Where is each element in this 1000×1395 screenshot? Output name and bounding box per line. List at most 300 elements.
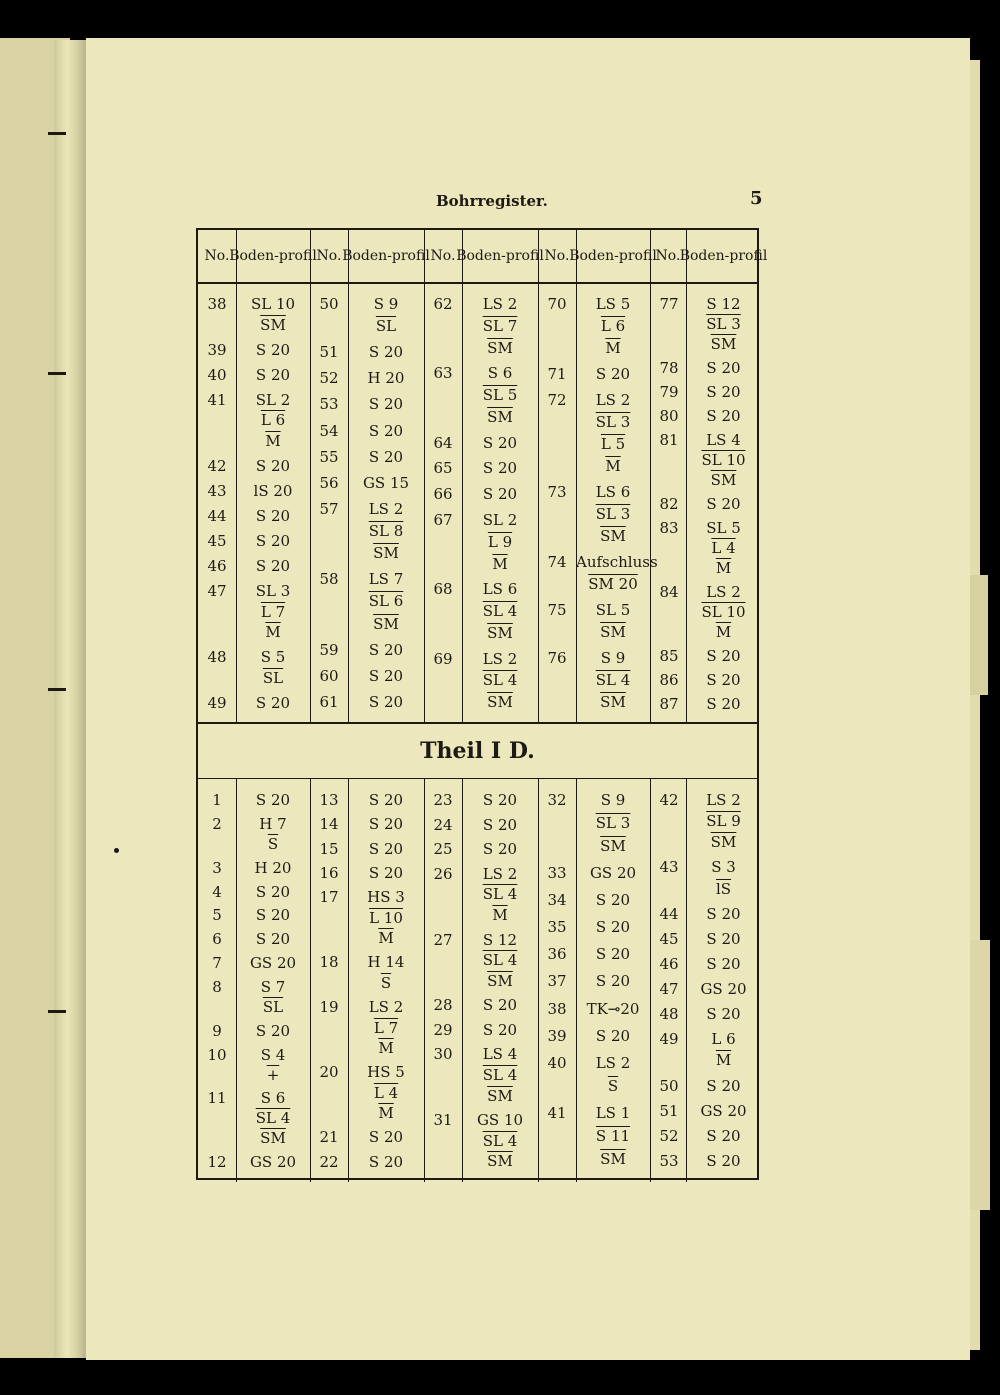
- entry-number: 51: [659, 1101, 679, 1120]
- entry-profile-line: [236, 668, 310, 688]
- entry-number: 20: [319, 1063, 339, 1082]
- profile-text: LS 2: [368, 499, 404, 518]
- entry-profile-line: [687, 1126, 761, 1146]
- entry-number: 10: [207, 1045, 227, 1064]
- profile-text: S 20: [255, 340, 291, 359]
- profile-text: $\overline{SM}$: [600, 693, 626, 711]
- entry-profile-line: [349, 692, 423, 712]
- profile-text: SL 4: [482, 1131, 518, 1150]
- entry-profile-line: [349, 814, 423, 834]
- entry-profile-line: [463, 433, 537, 453]
- profile-text: S 20: [706, 407, 741, 425]
- entry-profile-line: [463, 884, 537, 904]
- entry-profile-line: [349, 1083, 423, 1103]
- entry-profile-line: [687, 494, 761, 514]
- entry-profile-line: [236, 531, 310, 551]
- profile-text: S 20: [368, 395, 404, 414]
- section-rule: [198, 778, 757, 779]
- entry-number: 41: [547, 1103, 567, 1122]
- entry-number: 40: [547, 1053, 567, 1072]
- profile-text: GS 20: [700, 980, 747, 998]
- profile-text: S 20: [706, 904, 741, 923]
- entry-profile-line: [687, 670, 761, 690]
- entry-number: 50: [659, 1076, 679, 1095]
- bohrregister-table: [196, 228, 768, 1180]
- entry-number: 54: [319, 421, 339, 440]
- entry-profile-line: [349, 973, 423, 993]
- profile-text: $\overline{SM}$: [487, 971, 513, 990]
- entry-profile-line: [576, 504, 650, 524]
- header-label-line: profil: [278, 247, 317, 264]
- profile-text: S 20: [255, 556, 291, 575]
- entry-profile-line: [576, 1026, 650, 1046]
- column-rule: [310, 778, 311, 1182]
- entry-profile-line: [463, 1151, 537, 1171]
- entry-profile-line: [236, 693, 310, 713]
- entry-number: 39: [547, 1026, 567, 1045]
- profile-text: S 20: [595, 945, 631, 964]
- profile-text: SL 4: [482, 951, 518, 970]
- entry-profile-line: [687, 1101, 761, 1121]
- profile-text: $\overline{SM}$: [487, 1152, 513, 1171]
- entry-profile-line: [236, 410, 310, 430]
- profile-text: S 20: [368, 815, 404, 834]
- entry-profile-line: [576, 1053, 650, 1073]
- profile-text: S 20: [368, 666, 404, 685]
- profile-text: SL 5: [706, 519, 741, 537]
- entry-profile-line: [576, 790, 650, 810]
- column-rule: [424, 230, 425, 722]
- entry-profile-line: [349, 1127, 423, 1147]
- profile-text: $\overline{SM}$: [487, 693, 513, 712]
- entry-number: 67: [433, 511, 453, 529]
- entry-profile-line: [576, 971, 650, 991]
- profile-text: $\overline{S}$: [607, 1076, 619, 1095]
- profile-text: LS 1: [595, 1103, 631, 1122]
- entry-profile-line: [236, 647, 310, 667]
- entry-profile-line: [576, 456, 650, 476]
- entry-number: 28: [433, 996, 453, 1015]
- entry-number: 57: [319, 499, 339, 518]
- profile-text: SL 3: [595, 505, 631, 523]
- entry-profile-line: [349, 368, 423, 388]
- profile-text: $\overline{S}$: [267, 834, 279, 853]
- profile-text: S 20: [255, 882, 291, 901]
- entry-profile-line: [236, 790, 310, 810]
- entry-profile-line: [349, 640, 423, 660]
- binding-mark: [48, 132, 66, 135]
- entry-number: 13: [319, 791, 339, 809]
- profile-text: LS 2: [595, 391, 631, 409]
- profile-text: $\overline{M}$: [378, 1038, 394, 1057]
- profile-text: S 20: [706, 647, 741, 665]
- profile-text: S 20: [368, 864, 404, 883]
- entry-profile-line: [687, 582, 761, 602]
- profile-text: S 20: [706, 359, 741, 377]
- entry-number: 30: [433, 1045, 453, 1064]
- profile-text: S 20: [706, 495, 741, 513]
- entry-profile-line: [687, 358, 761, 378]
- entry-profile-line: [687, 622, 761, 642]
- entry-profile-line: [463, 790, 537, 810]
- profile-text: SL 6: [368, 592, 404, 611]
- entry-profile-line: [349, 997, 423, 1017]
- entry-number: 36: [547, 945, 567, 964]
- entry-profile-line: [687, 382, 761, 402]
- entry-profile-line: [463, 623, 537, 643]
- entry-profile-line: [687, 334, 761, 354]
- profile-text: S 20: [595, 891, 631, 910]
- entry-number: 19: [319, 998, 339, 1017]
- section-heading: Theil I D.: [420, 738, 535, 764]
- entry-number: 35: [547, 918, 567, 937]
- entry-number: 37: [547, 972, 567, 991]
- entry-profile-line: [349, 863, 423, 883]
- entry-number: 86: [659, 671, 679, 689]
- entry-profile-line: [236, 481, 310, 501]
- entry-number: 73: [547, 483, 567, 501]
- entry-profile-line: [236, 506, 310, 526]
- profile-text: S 20: [255, 791, 291, 809]
- entry-number: 24: [433, 815, 453, 834]
- profile-text: S 20: [595, 365, 631, 383]
- entry-number: 68: [433, 580, 453, 599]
- header-rule: [198, 282, 757, 284]
- entry-profile-line: [349, 1103, 423, 1123]
- entry-number: 75: [547, 601, 567, 619]
- entry-profile-line: [236, 1065, 310, 1085]
- entry-profile-line: [687, 979, 761, 999]
- entry-profile-line: [576, 836, 650, 856]
- entry-number: 76: [547, 649, 567, 667]
- entry-number: 77: [659, 295, 679, 313]
- profile-text: $\overline{SM}$: [600, 527, 626, 545]
- column-rule: [538, 230, 539, 722]
- header-label-line: profil: [618, 247, 657, 264]
- profile-text: SL 2: [255, 390, 291, 409]
- entry-profile-line: [236, 1021, 310, 1041]
- entry-profile-line: [349, 928, 423, 948]
- entry-profile-line: [576, 412, 650, 432]
- column-rule: [650, 778, 651, 1182]
- entry-profile-line: [236, 1045, 310, 1065]
- entry-profile-line: [236, 953, 310, 973]
- header-label-line: profil: [391, 247, 430, 264]
- entry-profile-line: [687, 430, 761, 450]
- entry-profile-line: [349, 1152, 423, 1172]
- entry-profile-line: [349, 908, 423, 928]
- entry-profile-line: [576, 552, 658, 572]
- entry-profile-line: [349, 543, 423, 563]
- profile-text: LS 4: [482, 1045, 518, 1064]
- entry-profile-line: [463, 950, 537, 970]
- profile-text: GS 20: [249, 1153, 297, 1172]
- entry-profile-line: [463, 815, 537, 835]
- entry-number: 23: [433, 791, 453, 809]
- section-rule: [198, 722, 757, 724]
- entry-profile-line: [236, 882, 310, 902]
- profile-text: H 20: [367, 369, 405, 388]
- profile-text: L 6: [600, 317, 626, 335]
- entry-number: 79: [659, 383, 679, 401]
- entry-profile-line: [576, 944, 650, 964]
- entry-number: 16: [319, 864, 339, 883]
- profile-text: L 7: [373, 1018, 399, 1037]
- entry-profile-line: [576, 338, 650, 358]
- entry-number: 29: [433, 1020, 453, 1039]
- entry-profile-line: [687, 314, 761, 334]
- entry-profile-line: [236, 1108, 310, 1128]
- entry-profile-line: [687, 1029, 761, 1049]
- entry-number: 83: [659, 519, 679, 537]
- profile-text: S 20: [255, 694, 291, 713]
- entry-number: 56: [319, 473, 339, 492]
- entry-profile-line: [687, 294, 761, 314]
- header-label-line: Boden-: [456, 247, 506, 264]
- profile-text: S 20: [595, 918, 631, 937]
- entry-profile-line: [349, 294, 423, 314]
- header-bodenprofil: [456, 230, 544, 282]
- profile-text: +: [266, 1065, 280, 1084]
- profile-text: SL 5: [595, 601, 631, 619]
- entry-profile-line: [576, 1126, 650, 1146]
- profile-text: S 20: [706, 1151, 741, 1170]
- entry-number: 80: [659, 407, 679, 425]
- entry-profile-line: [236, 997, 310, 1017]
- profile-text: S 20: [255, 906, 291, 925]
- entry-profile-line: [463, 363, 537, 383]
- entry-number: 87: [659, 695, 679, 713]
- profile-text: GS 20: [249, 954, 297, 973]
- entry-number: 40: [207, 365, 227, 384]
- header-bodenprofil: [229, 230, 317, 282]
- entry-profile-line: [687, 1076, 761, 1096]
- entry-profile-line: [576, 813, 650, 833]
- entry-number: 84: [659, 583, 679, 601]
- profile-text: S 9: [600, 649, 626, 667]
- entry-profile-line: [463, 1044, 537, 1064]
- profile-text: $\overline{SM}$: [487, 623, 513, 642]
- entry-profile-line: [349, 952, 423, 972]
- page-title: Bohrregister.: [436, 192, 548, 210]
- header-no: No.: [655, 247, 681, 264]
- entry-profile-line: [349, 591, 423, 611]
- profile-text: S 20: [482, 791, 518, 809]
- profile-text: GS 10: [476, 1111, 524, 1130]
- entry-number: 27: [433, 930, 453, 949]
- profile-text: H 20: [254, 858, 292, 877]
- entry-number: 50: [319, 295, 339, 313]
- entry-profile-line: [463, 458, 537, 478]
- profile-text: S 20: [255, 507, 291, 525]
- profile-text: $\overline{SL}$: [262, 997, 284, 1016]
- entry-profile-line: [349, 666, 423, 686]
- profile-text: $\overline{M}$: [265, 432, 281, 451]
- profile-text: L 6: [260, 411, 286, 430]
- profile-text: LS 5: [595, 295, 631, 313]
- entry-profile-line: [576, 622, 650, 642]
- entry-number: 42: [659, 791, 679, 809]
- entry-number: 49: [207, 694, 227, 713]
- profile-text: S 20: [706, 671, 741, 689]
- entry-profile-line: [463, 670, 537, 690]
- profile-text: SM 20: [588, 575, 638, 593]
- profile-text: $\overline{M}$: [265, 623, 281, 642]
- profile-text: S 20: [482, 840, 518, 859]
- entry-number: 41: [207, 390, 227, 409]
- profile-text: S 3: [711, 858, 736, 877]
- entry-number: 3: [212, 858, 222, 877]
- profile-text: LS 2: [482, 864, 518, 883]
- profile-text: $\overline{M}$: [378, 1103, 394, 1122]
- entry-profile-line: [236, 315, 310, 335]
- profile-text: $\overline{M}$: [378, 929, 394, 948]
- ink-spot: [114, 848, 119, 853]
- entry-number: 78: [659, 359, 679, 377]
- entry-number: 45: [207, 531, 227, 550]
- profile-text: S 20: [368, 1152, 404, 1171]
- entry-profile-line: [236, 834, 310, 854]
- profile-text: SL 7: [482, 316, 518, 335]
- entry-number: 65: [433, 459, 453, 478]
- entry-profile-line: [236, 431, 310, 451]
- entry-profile-line: [463, 1131, 537, 1151]
- entry-number: 43: [659, 858, 679, 877]
- entry-profile-line: [687, 811, 761, 831]
- entry-number: 45: [659, 929, 679, 948]
- header-label-line: Boden-: [229, 247, 279, 264]
- profile-text: L 6: [711, 1030, 736, 1049]
- header-no: No.: [430, 247, 456, 264]
- profile-text: LS 2: [595, 1053, 631, 1072]
- profile-text: SL 10: [701, 451, 746, 469]
- profile-text: HS 5: [367, 1063, 405, 1082]
- entry-profile-line: [576, 999, 650, 1019]
- profile-text: S 20: [482, 485, 518, 504]
- profile-text: L 5: [600, 435, 626, 453]
- profile-text: S 20: [368, 421, 404, 440]
- entry-number: 48: [659, 1005, 679, 1024]
- entry-profile-line: [236, 581, 310, 601]
- profile-text: S 20: [482, 1020, 518, 1039]
- profile-text: SL 3: [706, 315, 741, 333]
- profile-text: $\overline{M}$: [605, 339, 621, 357]
- entry-profile-line: [236, 294, 310, 314]
- profile-text: SL 3: [595, 413, 631, 431]
- entry-profile-line: [349, 569, 423, 589]
- entry-number: 53: [319, 395, 339, 414]
- profile-text: SL 3: [595, 814, 631, 833]
- profile-text: SL 3: [255, 581, 291, 600]
- profile-text: S 20: [595, 1026, 631, 1045]
- profile-text: S 20: [706, 1005, 741, 1024]
- profile-text: S 20: [482, 459, 518, 478]
- profile-text: LS 6: [482, 580, 518, 599]
- entry-profile-line: [349, 499, 423, 519]
- entry-number: 6: [212, 930, 222, 949]
- entry-profile-line: [463, 905, 537, 925]
- profile-text: SL 9: [706, 812, 741, 831]
- header-no: No.: [316, 247, 342, 264]
- profile-text: $\overline{SM}$: [487, 1086, 513, 1105]
- entry-profile-line: [463, 1065, 537, 1085]
- entry-number: 52: [659, 1126, 679, 1145]
- profile-text: $\overline{SL}$: [262, 669, 284, 688]
- entry-profile-line: [687, 857, 761, 877]
- entry-profile-line: [349, 316, 423, 336]
- profile-text: $\overline{M}$: [492, 905, 508, 924]
- entry-number: 5: [212, 906, 222, 925]
- entry-profile-line: [463, 532, 537, 552]
- profile-text: S 20: [482, 433, 518, 452]
- profile-text: S 4: [260, 1045, 286, 1064]
- profile-text: SL 10: [250, 295, 296, 313]
- profile-text: S 20: [706, 695, 741, 713]
- entry-profile-line: [463, 484, 537, 504]
- entry-profile-line: [687, 646, 761, 666]
- profile-text: S 20: [255, 531, 291, 550]
- profile-text: SL 4: [482, 671, 518, 690]
- entry-number: 17: [319, 888, 339, 907]
- entry-profile-line: [349, 421, 423, 441]
- entry-number: 44: [207, 507, 227, 525]
- entry-number: 18: [319, 953, 339, 972]
- entry-profile-line: [576, 526, 650, 546]
- entry-profile-line: [687, 1004, 761, 1024]
- profile-text: LS 2: [706, 791, 741, 809]
- entry-profile-line: [463, 864, 537, 884]
- entry-profile-line: [687, 929, 761, 949]
- entry-profile-line: [576, 434, 650, 454]
- entry-profile-line: [576, 670, 650, 690]
- entry-profile-line: [687, 538, 761, 558]
- profile-text: $\overline{SM}$: [710, 335, 737, 353]
- entry-profile-line: [349, 1038, 423, 1058]
- profile-text: S 20: [706, 954, 741, 973]
- header-bodenprofil: [569, 230, 657, 282]
- entry-number: 74: [547, 553, 567, 571]
- profile-text: SL 2: [482, 511, 518, 529]
- entry-profile-line: [349, 342, 423, 362]
- profile-text: S 20: [706, 1076, 741, 1095]
- header-label-line: profil: [505, 247, 544, 264]
- entry-profile-line: [463, 1020, 537, 1040]
- entry-number: 38: [207, 295, 227, 313]
- binding-mark: [48, 688, 66, 691]
- entry-profile-line: [236, 340, 310, 360]
- profile-text: S 20: [706, 929, 741, 948]
- entry-number: 8: [212, 978, 222, 997]
- header-no: No.: [204, 247, 230, 264]
- entry-profile-line: [576, 364, 650, 384]
- profile-text: SL 4: [482, 1066, 518, 1085]
- column-rule: [650, 230, 651, 722]
- entry-profile-line: [687, 1151, 761, 1171]
- entry-number: 42: [207, 457, 227, 476]
- entry-profile-line: [687, 518, 761, 538]
- profile-text: S 20: [482, 815, 518, 834]
- profile-text: $\overline{SM}$: [600, 623, 626, 641]
- entry-profile-line: [576, 316, 650, 336]
- profile-text: SL 4: [482, 885, 518, 904]
- entry-profile-line: [463, 649, 537, 669]
- profile-text: S 20: [255, 1021, 291, 1040]
- entry-number: 46: [659, 954, 679, 973]
- profile-text: $\overline{M}$: [492, 554, 508, 573]
- entry-number: 49: [659, 1030, 679, 1049]
- entry-profile-line: [236, 602, 310, 622]
- entry-profile-line: [687, 879, 761, 899]
